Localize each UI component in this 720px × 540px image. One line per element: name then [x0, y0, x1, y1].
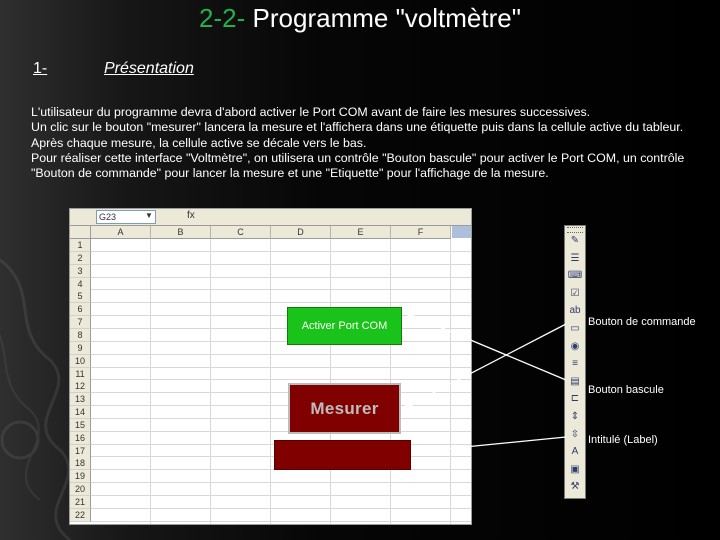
- row-header[interactable]: 1: [70, 239, 91, 252]
- callout-command-button: Bouton de commande: [588, 316, 696, 328]
- grid-line: [91, 341, 471, 342]
- grid-line: [91, 482, 471, 483]
- name-box[interactable]: G23: [96, 210, 156, 224]
- grid-line: [91, 315, 471, 316]
- properties-icon[interactable]: ☰: [570, 252, 580, 264]
- row-header[interactable]: 11: [70, 368, 91, 381]
- grid-line: [91, 328, 471, 329]
- row-header[interactable]: 5: [70, 290, 91, 303]
- callout-toggle-button: Bouton bascule: [588, 384, 664, 396]
- label-icon[interactable]: A: [571, 446, 579, 458]
- grid-line: [91, 367, 471, 368]
- combobox-icon[interactable]: ▤: [570, 375, 580, 387]
- toggle-button-icon[interactable]: ⊏: [570, 393, 580, 405]
- section-label: Présentation: [104, 60, 194, 77]
- grid-line: [91, 277, 471, 278]
- grid-line: [91, 495, 471, 496]
- mesurer-command-button[interactable]: Mesurer: [288, 383, 401, 434]
- measurement-label: [274, 440, 411, 470]
- callout-label: Intitulé (Label): [588, 434, 658, 446]
- column-header[interactable]: F: [391, 226, 451, 239]
- grid-line: [91, 521, 471, 522]
- paragraph: Un clic sur le bouton "mesurer" lancera la mesure et l'affichera dans une étiquette puis dans la cellule active du tableur. Après chaque mesure, la cellule active se décale vers le bas.: [31, 120, 684, 150]
- select-all-corner[interactable]: [70, 226, 91, 239]
- row-header[interactable]: 13: [70, 393, 91, 406]
- row-header[interactable]: 2: [70, 252, 91, 265]
- row-header[interactable]: 18: [70, 457, 91, 470]
- row-header[interactable]: 7: [70, 316, 91, 329]
- more-controls-icon[interactable]: ⚒: [570, 481, 580, 493]
- row-header[interactable]: 16: [70, 432, 91, 445]
- listbox-icon[interactable]: ≡: [572, 358, 578, 370]
- grid-line: [91, 264, 471, 265]
- column-header[interactable]: C: [211, 226, 271, 239]
- column-header[interactable]: B: [151, 226, 211, 239]
- page-title: [0, 3, 720, 34]
- fx-icon[interactable]: fx: [187, 210, 195, 221]
- command-button-icon[interactable]: ▭: [570, 323, 580, 334]
- row-header[interactable]: 20: [70, 483, 91, 496]
- textbox-icon[interactable]: ab: [569, 305, 581, 317]
- grid-line: [91, 379, 471, 380]
- image-icon[interactable]: ▣: [570, 463, 580, 475]
- row-header[interactable]: 12: [70, 380, 91, 393]
- row-header[interactable]: 19: [70, 470, 91, 483]
- formula-bar: [70, 209, 471, 226]
- section-number: 1-: [33, 60, 48, 77]
- spin-button-icon[interactable]: ⇕: [570, 411, 580, 422]
- option-button-icon[interactable]: ◉: [570, 340, 580, 352]
- toolbox-grip[interactable]: [567, 227, 583, 233]
- design-mode-icon[interactable]: ✎: [570, 235, 580, 246]
- activer-port-com-toggle-button[interactable]: Activer Port COM: [287, 307, 402, 345]
- grid-line: [91, 508, 471, 509]
- title-text: Programme "voltmètre": [252, 3, 521, 33]
- grid-line: [91, 418, 471, 419]
- grid-line: [91, 431, 471, 432]
- paragraph: Pour réaliser cette interface "Voltmètre", on utilisera un contrôle "Bouton bascule" pour activer le Port COM, un contrôle "Bouton de commande" pour lancer la mesure et une "Etiquette" pour l'affichage de la mesure.: [31, 150, 685, 181]
- body-text: [31, 105, 707, 181]
- checkbox-icon[interactable]: ☑: [570, 287, 580, 299]
- chevron-down-icon[interactable]: ▼: [145, 211, 153, 220]
- scrollbar-icon[interactable]: ⇳: [570, 428, 580, 440]
- row-header[interactable]: 4: [70, 278, 91, 291]
- row-header[interactable]: 21: [70, 496, 91, 509]
- row-header[interactable]: 17: [70, 445, 91, 458]
- row-header[interactable]: 8: [70, 329, 91, 342]
- grid-line: [91, 251, 471, 252]
- view-code-icon[interactable]: ⌨: [567, 270, 583, 282]
- control-toolbox: [564, 225, 586, 499]
- grid-line: [91, 302, 471, 303]
- column-header[interactable]: D: [271, 226, 331, 239]
- grid-line: [91, 405, 471, 406]
- grid-line: [91, 392, 471, 393]
- title-number: 2-2-: [199, 3, 246, 33]
- row-header[interactable]: 14: [70, 406, 91, 419]
- row-header[interactable]: 15: [70, 419, 91, 432]
- column-header-selected-strip: [452, 226, 471, 238]
- spreadsheet: [69, 208, 472, 525]
- row-header[interactable]: 9: [70, 342, 91, 355]
- paragraph: L'utilisateur du programme devra d'abord activer le Port COM avant de faire les mesures successives.: [31, 105, 591, 119]
- column-header[interactable]: A: [91, 226, 151, 239]
- grid-line: [91, 354, 471, 355]
- row-header[interactable]: 22: [70, 509, 91, 522]
- grid-line: [91, 289, 471, 290]
- row-header[interactable]: 6: [70, 303, 91, 316]
- row-header[interactable]: 10: [70, 355, 91, 368]
- row-header[interactable]: 3: [70, 265, 91, 278]
- column-header[interactable]: E: [331, 226, 391, 239]
